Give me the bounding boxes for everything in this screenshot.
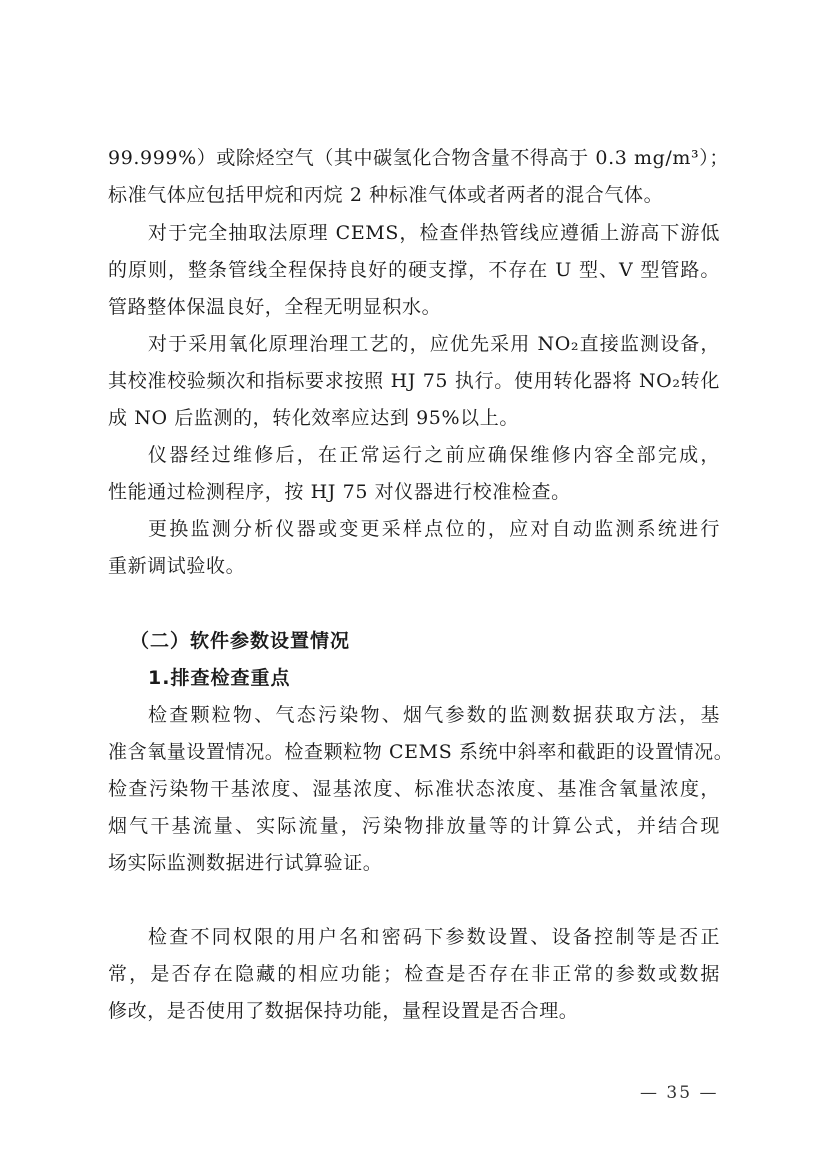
paragraph-line: 准含氧量设置情况。检查颗粒物 CEMS 系统中斜率和截距的设置情况。	[108, 741, 734, 763]
paragraph-line: 其校准校验频次和指标要求按照 HJ 75 执行。使用转化器将 NO₂转化	[108, 370, 720, 392]
paragraph-line: 修改，是否使用了数据保持功能，量程设置是否合理。	[108, 1000, 579, 1022]
paragraph-line: 场实际监测数据进行试算验证。	[108, 852, 383, 874]
paragraph-line: 对于完全抽取法原理 CEMS，检查伴热管线应遵循上游高下游低	[148, 222, 720, 244]
paragraph-line: 检查不同权限的用户名和密码下参数设置、设备控制等是否正	[148, 926, 720, 948]
paragraph-line: 对于采用氧化原理治理工艺的，应优先采用 NO₂直接监测设备，	[148, 333, 720, 355]
paragraph-line: 检查颗粒物、气态污染物、烟气参数的监测数据获取方法，基	[148, 704, 720, 726]
page-number: — 35 —	[640, 1083, 719, 1103]
paragraph-line: 99.999%）或除烃空气（其中碳氢化合物含量不得高于 0.3 mg/m³）；	[108, 147, 729, 169]
paragraph-line: 的原则，整条管线全程保持良好的硬支撑，不存在 U 型、V 型管路。	[108, 259, 720, 281]
paragraph-line: 烟气干基流量、实际流量，污染物排放量等的计算公式，并结合现	[108, 815, 720, 837]
paragraph-line: 仪器经过维修后，在正常运行之前应确保维修内容全部完成，	[148, 444, 720, 466]
paragraph-line: 管路整体保温良好，全程无明显积水。	[108, 296, 442, 318]
subsection-heading: 1.排查检查重点	[148, 667, 291, 689]
section-heading: （二）软件参数设置情况	[130, 630, 351, 652]
paragraph-line: 性能通过检测程序，按 HJ 75 对仪器进行校准检查。	[108, 481, 571, 503]
paragraph-line: 检查污染物干基浓度、湿基浓度、标准状态浓度、基准含氧量浓度，	[108, 778, 720, 800]
paragraph-line: 重新调试验收。	[108, 555, 246, 577]
paragraph-line: 标准气体应包括甲烷和丙烷 2 种标准气体或者两者的混合气体。	[108, 184, 664, 206]
paragraph-line: 成 NO 后监测的，转化效率应达到 95%以上。	[108, 407, 519, 429]
paragraph-line: 常，是否存在隐藏的相应功能；检查是否存在非正常的参数或数据	[108, 963, 720, 985]
paragraph-line: 更换监测分析仪器或变更采样点位的，应对自动监测系统进行	[148, 518, 720, 540]
